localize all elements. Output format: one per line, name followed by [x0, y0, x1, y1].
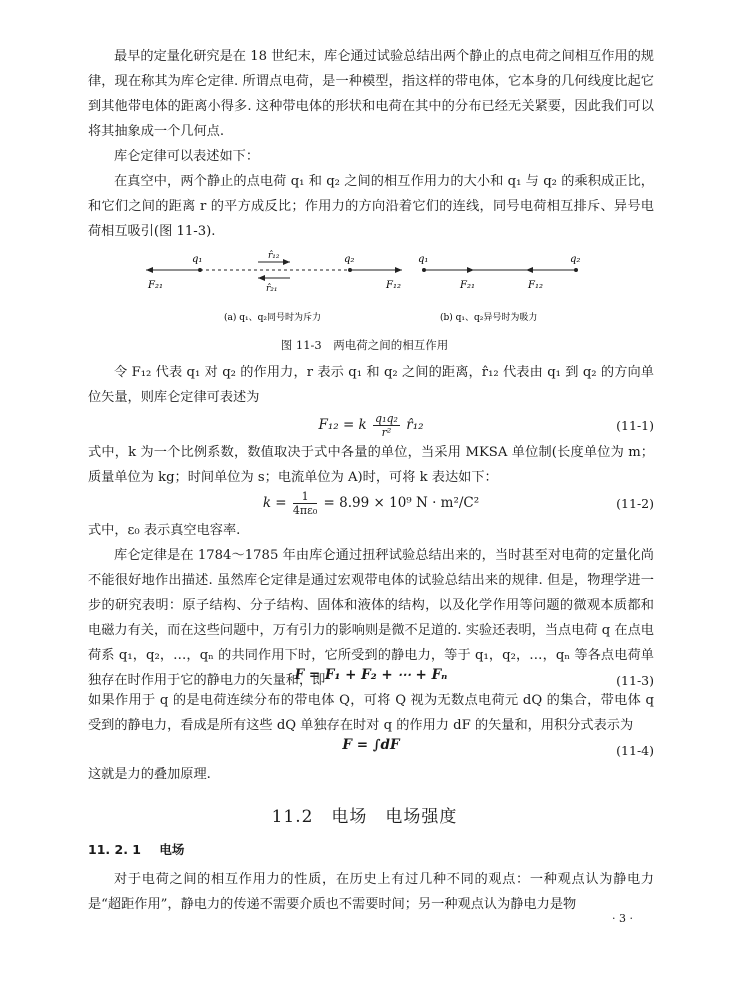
paragraph-coulomb-law: 在真空中，两个静止的点电荷 q₁ 和 q₂ 之间的相互作用力的大小和 q₁ 与 q₂ 的乘积成正比，和它们之间的距离 r 的平方成反比；作用力的方向沿着它们的连线，同号电荷相互排斥、异号电荷相互吸引(图 11-3).	[88, 174, 654, 239]
coulomb-force-figure	[140, 248, 600, 328]
figure-caption: 图 11-3 两电荷之间的相互作用	[280, 338, 449, 352]
label-r12: r̂₁₂	[268, 251, 280, 261]
label-q2-right: q₂	[570, 254, 581, 265]
equation-number-11-2: (11-2)	[616, 496, 654, 511]
paragraph-superposition: 这就是力的叠加原理.	[88, 767, 211, 782]
charge-q2-right	[574, 268, 578, 272]
subsection-heading	[88, 840, 184, 858]
paragraph-continuous: 如果作用于 q 的是电荷连续分布的带电体 Q，可将 Q 视为无数点电荷元 dQ 的集合，带电体 q 受到的静电力，看成是所有这些 dQ 单独存在时对 q 的作用力 dF 的矢量和，用积分式表示为	[88, 693, 654, 733]
equation-11-3-body: F = F₁ + F₂ + ⋯ + Fₙ	[294, 667, 448, 683]
label-q1-left: q₁	[192, 254, 203, 265]
label-F12-right: F₁₂	[528, 280, 543, 291]
equation-11-1	[88, 412, 654, 442]
caption-repulsion: (a) q₁、q₂同号时为斥力	[224, 313, 321, 323]
charge-q1-right	[422, 268, 426, 272]
paragraph-field-nature: 对于电荷之间的相互作用力的性质，在历史上有过几种不同的观点：一种观点认为静电力是“超距作用”，静电力的传递不需要介质也不需要时间；另一种观点认为静电力是物	[88, 872, 654, 912]
eq1-rhs: r̂₁₂	[406, 417, 424, 433]
paragraph-epsilon0: 式中，ε₀ 表示真空电容率.	[88, 523, 241, 538]
equation-number-11-4: (11-4)	[616, 743, 654, 758]
eq2-rhs: = 8.99 × 10⁹ N · m²/C²	[323, 495, 480, 511]
page-number: · 3 ·	[612, 912, 633, 925]
equation-11-1-body	[88, 412, 654, 439]
charge-q1-left	[198, 268, 202, 272]
label-q2-left: q₂	[344, 254, 355, 265]
equation-number-11-3: (11-3)	[616, 673, 654, 688]
subsection-title: 电场	[159, 842, 185, 857]
caption-attraction: (b) q₁、q₂异号时为吸力	[440, 313, 538, 323]
eq2-numerator: 1	[293, 490, 317, 504]
equation-11-4-body: F = ∫dF	[342, 737, 400, 753]
paragraph-definitions: 令 F₁₂ 代表 q₁ 对 q₂ 的作用力，r 表示 q₁ 和 q₂ 之间的距离，r̂₁₂ 代表由 q₁ 到 q₂ 的方向单位矢量，则库仑定律可表述为	[88, 365, 654, 405]
paragraph-k-units: 式中，k 为一个比例系数，数值取决于式中各量的单位，当采用 MKSA 单位制(长度单位为 m；质量单位为 kg；时间单位为 s；电流单位为 A)时，可将 k 表达如下：	[88, 445, 654, 485]
eq1-fraction	[373, 412, 400, 439]
eq1-numerator: q₁q₂	[375, 412, 398, 425]
repulsion-diagram	[146, 250, 402, 323]
eq2-lhs: k =	[262, 495, 287, 511]
subsection-number: 11. 2. 1	[88, 842, 141, 857]
paragraph-coulomb-intro: 库仑定律可以表述如下：	[114, 149, 260, 164]
attraction-diagram	[418, 254, 580, 323]
label-q1-right: q₁	[418, 254, 429, 265]
equation-11-2-body	[88, 490, 654, 517]
equation-11-2	[88, 490, 654, 520]
label-F21-right: F₂₁	[460, 280, 475, 291]
eq2-fraction	[293, 490, 317, 517]
label-F21-left: F₂₁	[148, 280, 163, 291]
paragraph-history: 库仑定律是在 1784～1785 年由库仑通过扭秤试验总结出来的，当时甚至对电荷的定量化尚不能很好地作出描述. 虽然库仑定律是通过宏观带电体的试验总结出来的规律. 但是，物理学进一步的研究表明：原子结构、分子结构、固体和液体的结构，以及化学作用等问题的微观本质都和电磁力有关，而在这些问题中，万有引力的影响则是微不足道的. 实验还表明，当点电荷 q 在点电荷系 q₁，q₂，…，qₙ 的共同作用下时，它所受到的静电力，等于 q₁，q₂，…，qₙ 等各点电荷单独存在时作用于它的静电力的矢量和，即	[88, 548, 654, 688]
label-r21: r̂₂₁	[266, 284, 278, 294]
label-F12-left: F₁₂	[386, 280, 401, 291]
equation-number-11-1: (11-1)	[616, 418, 654, 433]
eq2-denominator: 4πε₀	[292, 504, 318, 517]
charge-q2-left	[348, 268, 352, 272]
section-title: 11.2 电场 电场强度	[271, 807, 458, 827]
paragraph-point-charge: 最早的定量化研究是在 18 世纪末，库仑通过试验总结出两个静止的点电荷之间相互作用的规律，现在称其为库仑定律. 所谓点电荷，是一种模型，指这样的带电体，它本身的几何线度比起它到其他带电体的距离小得多. 这种带电体的形状和电荷在其中的分布已经无关紧要，因此我们可以将其抽象成一个几何点.	[88, 49, 654, 139]
eq1-denominator: r²	[381, 426, 392, 439]
eq1-lhs: F₁₂ = k	[318, 417, 367, 433]
